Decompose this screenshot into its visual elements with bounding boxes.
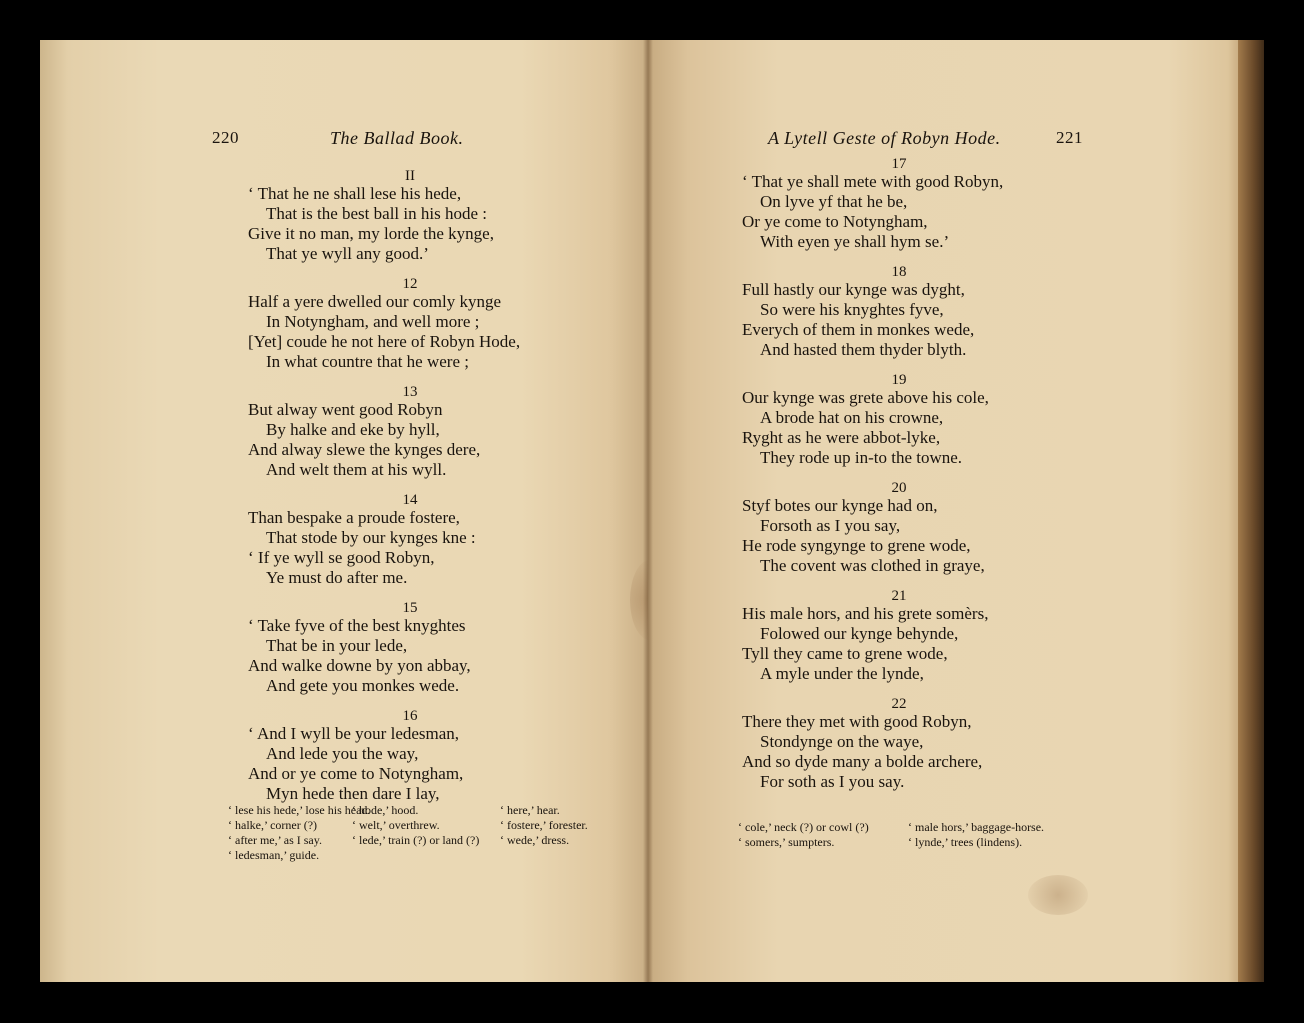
verse-line: There they met with good Robyn,	[742, 712, 972, 731]
verse-line: So were his knyghtes fyve,	[760, 300, 944, 319]
verse-line: But alway went good Robyn	[248, 400, 443, 419]
verse-line: He rode syngynge to grene wode,	[742, 536, 971, 555]
stanza-number: 12	[402, 276, 418, 292]
verse-line: Styf botes our kynge had on,	[742, 496, 938, 515]
verse-line: And or ye come to Notyngham,	[248, 764, 464, 783]
verse-line: Ye must do after me.	[266, 568, 408, 587]
verse-line: ‘ If ye wyll se good Robyn,	[248, 548, 435, 567]
verse-line: With eyen ye shall hym se.’	[760, 232, 950, 251]
footnote: ‘ fostere,’ forester.	[500, 818, 588, 832]
verse-line: Tyll they came to grene wode,	[742, 644, 948, 663]
verse-line: In Notyngham, and well more ;	[266, 312, 480, 331]
verse-line: For soth as I you say.	[760, 772, 905, 791]
paper-stain	[1028, 875, 1088, 915]
verse-line: Half a yere dwelled our comly kynge	[248, 292, 502, 311]
verse-line: Full hastly our kynge was dyght,	[742, 280, 965, 299]
verse-line: That stode by our kynges kne :	[266, 528, 476, 547]
footnote: ‘ lynde,’ trees (lindens).	[908, 835, 1023, 849]
verse-line: ‘ That he ne shall lese his hede,	[248, 184, 462, 203]
verse-line: Ryght as he were abbot-lyke,	[742, 428, 941, 447]
footnote: ‘ ledesman,’ guide.	[228, 848, 320, 862]
footnote: ‘ here,’ hear.	[500, 803, 560, 817]
verse-line: Folowed our kynge behynde,	[760, 624, 959, 643]
footnote: ‘ somers,’ sumpters.	[738, 835, 835, 849]
running-head: A Lytell Geste of Robyn Hode.	[768, 128, 1001, 148]
verse-line: Myn hede then dare I lay,	[266, 784, 440, 803]
footnote: ‘ male hors,’ baggage-horse.	[908, 820, 1045, 834]
stanza-number: 15	[402, 600, 418, 616]
verse-line: That be in your lede,	[266, 636, 408, 655]
verse-line: That is the best ball in his hode :	[266, 204, 487, 223]
verse-line: And alway slewe the kynges dere,	[248, 440, 481, 459]
verse-line: His male hors, and his grete somèrs,	[742, 604, 989, 623]
footnote: ‘ after me,’ as I say.	[228, 833, 322, 847]
stanza-number: 21	[891, 588, 907, 604]
footnote: ‘ halke,’ corner (?)	[228, 818, 318, 832]
stanza-number: 22	[891, 696, 907, 712]
verse-line: ‘ That ye shall mete with good Robyn,	[742, 172, 1004, 191]
verse-line: And gete you monkes wede.	[266, 676, 460, 695]
verse-line: Give it no man, my lorde the kynge,	[248, 224, 494, 243]
open-book	[40, 40, 1264, 982]
verse-line: A brode hat on his crowne,	[760, 408, 944, 427]
stanza-number: 13	[402, 384, 418, 400]
footnote: ‘ hode,’ hood.	[352, 803, 419, 817]
stanza-number: 14	[402, 492, 418, 508]
verse-line: Forsoth as I you say,	[760, 516, 901, 535]
verse-line: On lyve yf that he be,	[760, 192, 908, 211]
left-page	[40, 40, 648, 982]
verse-line: And lede you the way,	[266, 744, 419, 763]
verse-line: They rode up in-to the towne.	[760, 448, 963, 467]
verse-line: By halke and eke by hyll,	[266, 420, 440, 439]
verse-line: Our kynge was grete above his cole,	[742, 388, 989, 407]
page-number: 220	[212, 128, 239, 147]
stanza-number: 18	[891, 264, 907, 280]
verse-line: Or ye come to Notyngham,	[742, 212, 928, 231]
verse-line: And so dyde many a bolde archere,	[742, 752, 983, 771]
stanza-number: 16	[402, 708, 418, 724]
verse-line: A myle under the lynde,	[760, 664, 924, 683]
book-gutter	[643, 40, 653, 982]
verse-line: And welt them at his wyll.	[266, 460, 447, 479]
verse-line: The covent was clothed in graye,	[760, 556, 985, 575]
right-page	[648, 40, 1264, 982]
page-number: 221	[1056, 128, 1083, 147]
verse-line: And hasted them thyder blyth.	[760, 340, 967, 359]
verse-line: In what countre that he were ;	[266, 352, 469, 371]
verse-line: ‘ And I wyll be your ledesman,	[248, 724, 460, 743]
footnote: ‘ wede,’ dress.	[500, 833, 570, 847]
stanza-number: 20	[891, 480, 907, 496]
footnote: ‘ lese his hede,’ lose his head.	[228, 803, 371, 817]
stanza-number: 17	[891, 156, 907, 172]
footnote: ‘ cole,’ neck (?) or cowl (?)	[738, 820, 869, 834]
book-edge	[1238, 40, 1264, 982]
verse-line: [Yet] coude he not here of Robyn Hode,	[248, 332, 521, 351]
footnote: ‘ welt,’ overthrew.	[352, 818, 440, 832]
stanza-number: II	[405, 168, 415, 184]
verse-line: That ye wyll any good.’	[266, 244, 429, 263]
stanza-number: 19	[891, 372, 907, 388]
footnote: ‘ lede,’ train (?) or land (?)	[352, 833, 480, 847]
verse-line: Everych of them in monkes wede,	[742, 320, 975, 339]
verse-line: ‘ Take fyve of the best knyghtes	[248, 616, 466, 635]
verse-line: Than bespake a proude fostere,	[248, 508, 460, 527]
verse-line: Stondynge on the waye,	[760, 732, 924, 751]
running-head: The Ballad Book.	[330, 128, 464, 148]
verse-line: And walke downe by yon abbay,	[248, 656, 471, 675]
